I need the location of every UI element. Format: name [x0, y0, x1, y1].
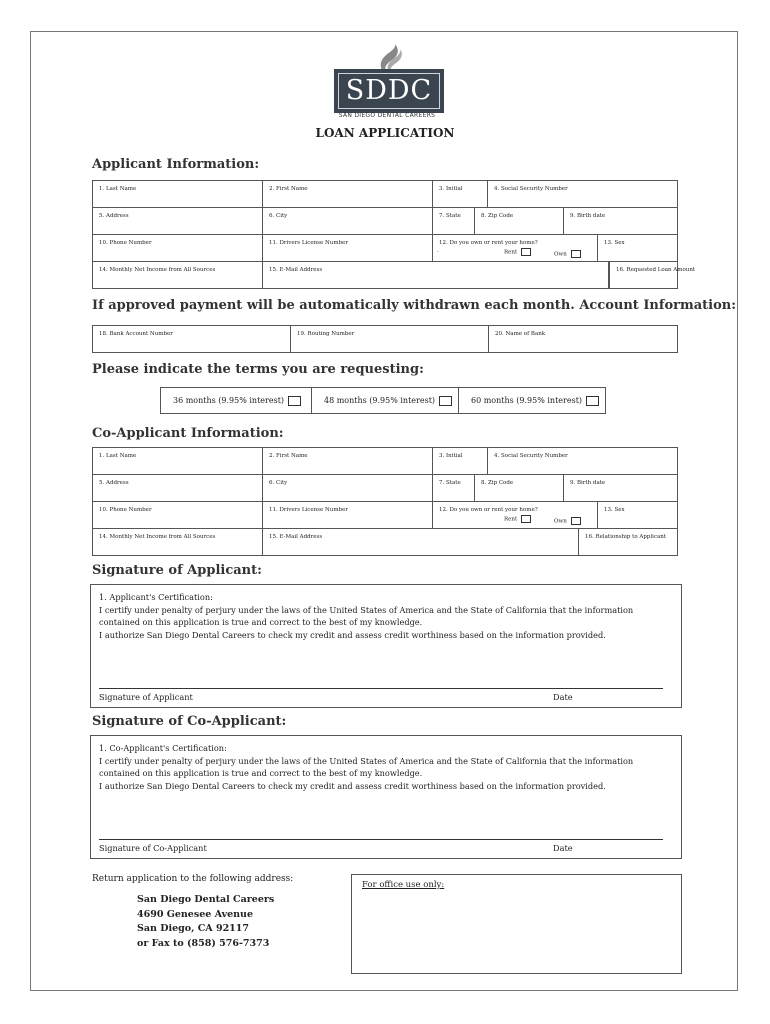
email-field[interactable]: 15. E-Mail Address — [263, 262, 609, 288]
office-use-label: For office use only: — [362, 880, 445, 890]
coapplicant-certification-text — [99, 742, 674, 792]
zip-field[interactable]: 8. Zip Code — [475, 208, 564, 235]
logo-subtitle: SAN DIEGO DENTAL CAREERS — [338, 112, 436, 119]
co-zip-field[interactable]: 8. Zip Code — [475, 475, 564, 502]
account-heading: If approved payment will be automatically withdrawn each month. Account Information: — [92, 298, 737, 313]
flame-icon — [374, 44, 404, 72]
state-field[interactable]: 7. State — [433, 208, 475, 235]
term-36-checkbox[interactable] — [288, 396, 301, 406]
applicant-date-label: Date — [553, 692, 573, 702]
phone-field[interactable]: 10. Phone Number — [93, 235, 263, 262]
address-line-2: 4690 Genesee Avenue — [137, 908, 254, 920]
fax-line: or Fax to (858) 576-7373 — [137, 937, 270, 949]
form-page — [30, 31, 738, 991]
logo-wordmark: SDDC — [334, 69, 444, 113]
cert-line-1: I certify under penalty of perjury under the laws of the United States of America and the State of California that the information — [99, 604, 634, 615]
city-field[interactable]: 6. City — [263, 208, 433, 235]
own-option[interactable] — [554, 250, 581, 258]
coapplicant-signature-label: Signature of Co-Applicant — [99, 843, 207, 853]
applicant-certification-text — [99, 591, 674, 641]
own-rent-label: 12. Do you own or rent your home? — [439, 240, 538, 246]
co-own-rent-field — [433, 502, 598, 529]
co-rent-option[interactable] — [504, 515, 531, 523]
rent-checkbox[interactable] — [521, 248, 531, 256]
applicant-certification-box — [90, 584, 682, 708]
co-own-option[interactable] — [554, 517, 581, 525]
co-rent-label: Rent — [504, 516, 518, 523]
term-36-label: 36 months (9.95% interest) — [173, 396, 285, 405]
co-initial-field[interactable]: 3. Initial — [433, 448, 488, 475]
co-ssn-field[interactable]: 4. Social Security Number — [488, 448, 677, 475]
terms-options — [160, 387, 606, 414]
own-rent-dot: . — [437, 248, 439, 254]
co-own-checkbox[interactable] — [571, 517, 581, 525]
coapplicant-date-label: Date — [553, 843, 573, 853]
sig-coapplicant-heading: Signature of Co-Applicant: — [92, 714, 287, 729]
rent-option[interactable] — [504, 248, 531, 256]
own-checkbox[interactable] — [571, 250, 581, 258]
last-name-field[interactable]: 1. Last Name — [93, 181, 263, 208]
coapplicant-certification-box — [90, 735, 682, 859]
co-income-field[interactable]: 14. Monthly Net Income from All Sources — [93, 529, 263, 555]
co-state-field[interactable]: 7. State — [433, 475, 475, 502]
cert-line-3: I authorize San Diego Dental Careers to check my credit and assess credit worthiness based on the information provided. — [99, 629, 606, 640]
address-line-3: San Diego, CA 92117 — [137, 923, 250, 934]
income-field[interactable]: 14. Monthly Net Income from All Sources — [93, 262, 263, 288]
applicant-heading: Applicant Information: — [92, 157, 260, 172]
sddc-logo — [334, 44, 484, 119]
co-license-field[interactable]: 11. Drivers License Number — [263, 502, 433, 529]
own-rent-field — [433, 235, 598, 262]
applicant-signature-line[interactable] — [99, 688, 663, 689]
term-48-checkbox[interactable] — [439, 396, 452, 406]
office-use-box — [351, 874, 682, 974]
address-field[interactable]: 5. Address — [93, 208, 263, 235]
address-line-1: San Diego Dental Careers — [137, 894, 275, 905]
term-60-checkbox[interactable] — [586, 396, 599, 406]
co-email-field[interactable]: 15. E-Mail Address — [263, 529, 579, 555]
co-cert-title: 1. Co-Applicant's Certification: — [99, 743, 227, 753]
relationship-field[interactable]: 16. Relationship to Applicant — [585, 534, 667, 540]
co-city-field[interactable]: 6. City — [263, 475, 433, 502]
terms-heading: Please indicate the terms you are requesting: — [92, 362, 424, 377]
initial-field[interactable]: 3. Initial — [433, 181, 488, 208]
coapplicant-grid — [92, 447, 678, 556]
first-name-field[interactable]: 2. First Name — [263, 181, 433, 208]
coapplicant-signature-line[interactable] — [99, 839, 663, 840]
bank-name-field[interactable]: 20. Name of Bank — [495, 331, 546, 337]
cert-line-2: contained on this application is true and correct to the best of my knowledge. — [99, 617, 423, 627]
co-last-name-field[interactable]: 1. Last Name — [93, 448, 263, 475]
applicant-signature-label: Signature of Applicant — [99, 692, 193, 702]
ssn-field[interactable]: 4. Social Security Number — [488, 181, 677, 208]
license-field[interactable]: 11. Drivers License Number — [263, 235, 433, 262]
rent-label: Rent — [504, 249, 518, 256]
co-birthdate-field[interactable]: 9. Birth date — [564, 475, 677, 502]
co-first-name-field[interactable]: 2. First Name — [263, 448, 433, 475]
co-own-label: Own — [554, 518, 567, 525]
term-48-label: 48 months (9.95% interest) — [324, 396, 436, 405]
co-phone-field[interactable]: 10. Phone Number — [93, 502, 263, 529]
coapplicant-heading: Co-Applicant Information: — [92, 426, 284, 441]
term-36-option[interactable] — [161, 388, 312, 413]
co-address-field[interactable]: 5. Address — [93, 475, 263, 502]
co-cert-line-3: I authorize San Diego Dental Careers to check my credit and assess credit worthiness based on the information provided. — [99, 780, 606, 791]
sig-applicant-heading: Signature of Applicant: — [92, 563, 262, 578]
bank-account-field[interactable]: 18. Bank Account Number — [93, 326, 291, 352]
term-60-label: 60 months (9.95% interest) — [471, 396, 583, 405]
return-address — [137, 893, 274, 951]
co-sex-field[interactable]: 13. Sex — [598, 502, 677, 529]
co-own-rent-label: 12. Do you own or rent your home? — [439, 507, 538, 513]
co-cert-line-1: I certify under penalty of perjury under the laws of the United States of America and the State of California that the information — [99, 755, 634, 766]
routing-number-field[interactable]: 19. Routing Number — [291, 326, 489, 352]
co-cert-line-2: contained on this application is true and correct to the best of my knowledge. — [99, 768, 423, 778]
return-label: Return application to the following address: — [92, 874, 294, 884]
own-label: Own — [554, 251, 567, 258]
cert-title: 1. Applicant's Certification: — [99, 592, 213, 602]
page-title: LOAN APPLICATION — [315, 126, 455, 140]
co-rent-checkbox[interactable] — [521, 515, 531, 523]
term-48-option[interactable] — [312, 388, 459, 413]
loan-amount-field[interactable]: 16. Requested Loan Amount — [609, 262, 677, 288]
sex-field[interactable]: 13. Sex — [598, 235, 677, 262]
applicant-grid — [92, 180, 696, 289]
term-60-option[interactable] — [459, 388, 605, 413]
account-grid — [92, 325, 678, 353]
birthdate-field[interactable]: 9. Birth date — [564, 208, 677, 235]
